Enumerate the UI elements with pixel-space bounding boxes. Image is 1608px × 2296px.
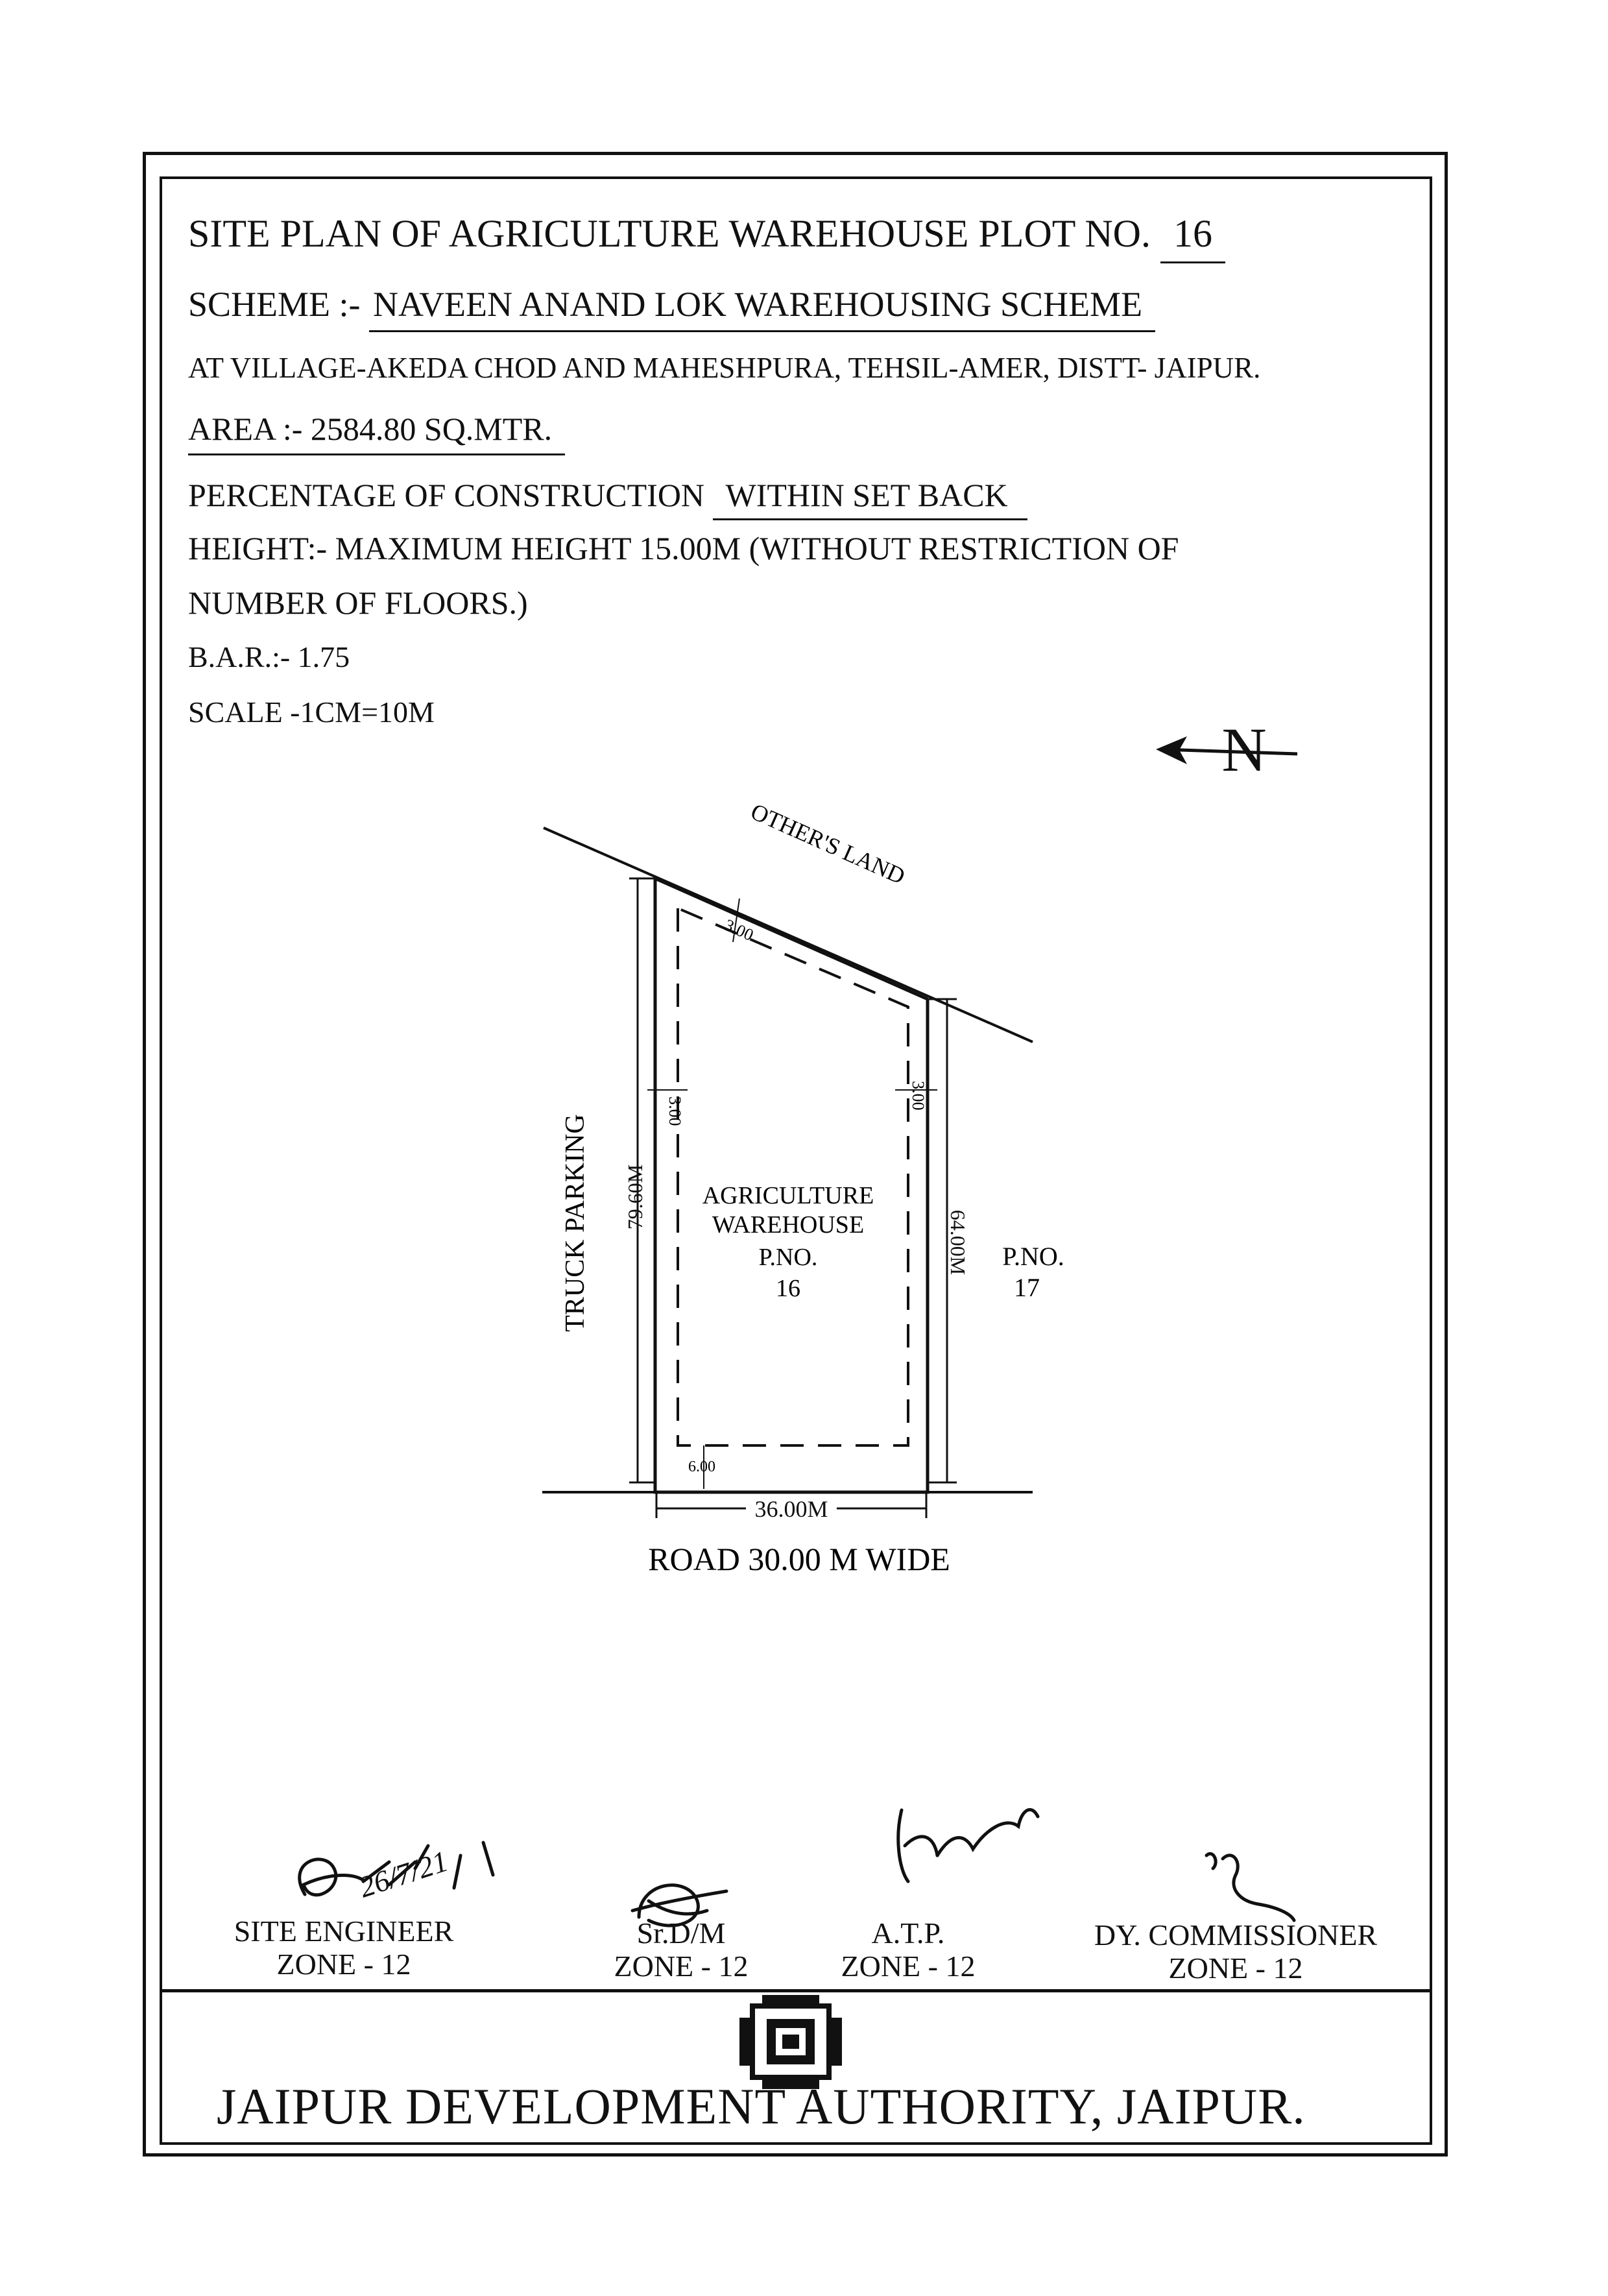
left-dimension-label: 79.60M xyxy=(623,1164,647,1230)
road-label: ROAD 30.00 M WIDE xyxy=(648,1541,950,1577)
signature-site-engineer xyxy=(300,1843,493,1904)
bar-line: B.A.R.:- 1.75 xyxy=(188,640,350,673)
others-land-label: OTHER'S LAND xyxy=(747,798,909,889)
plot-number: 16 xyxy=(1160,212,1225,263)
scheme-name: NAVEEN ANAND LOK WAREHOUSING SCHEME xyxy=(369,285,1155,332)
neighbor-plot-label-2: 17 xyxy=(1014,1273,1040,1302)
scheme-label: SCHEME :- xyxy=(188,285,361,324)
north-label: N xyxy=(1221,715,1267,784)
signature-dy-commissioner xyxy=(1206,1854,1294,1920)
plot-label-line-2: WAREHOUSE xyxy=(712,1211,865,1239)
plot-label-line-4: 16 xyxy=(776,1275,800,1302)
srdm-block xyxy=(597,1917,765,1983)
height-line-1: HEIGHT:- MAXIMUM HEIGHT 15.00M (WITHOUT RESTRICTION OF xyxy=(188,530,1179,566)
area-value: AREA :- 2584.80 SQ.MTR. xyxy=(188,411,565,455)
plot-label-line-1: AGRICULTURE xyxy=(702,1182,874,1209)
height-line-2: NUMBER OF FLOORS.) xyxy=(188,585,528,621)
plot-label-line-3: P.NO. xyxy=(758,1244,818,1271)
dy-commissioner-zone: ZONE - 12 xyxy=(1168,1951,1303,1985)
setback-left-label: 3.00 xyxy=(666,1096,684,1126)
srdm-zone: ZONE - 12 xyxy=(614,1949,749,1983)
handwritten-date: 26/7/21 xyxy=(355,1844,452,1904)
site-engineer-zone: ZONE - 12 xyxy=(276,1947,411,1981)
title-prefix: SITE PLAN OF AGRICULTURE WAREHOUSE PLOT NO. xyxy=(188,212,1151,255)
site-engineer-title: SITE ENGINEER xyxy=(234,1915,454,1948)
setback-top-label: 3.00 xyxy=(721,915,756,945)
percentage-label: PERCENTAGE OF CONSTRUCTION xyxy=(188,477,705,513)
dy-commissioner-block xyxy=(1070,1919,1401,1985)
atp-zone: ZONE - 12 xyxy=(841,1949,976,1983)
neighbor-plot-label-1: P.NO. xyxy=(1002,1242,1064,1271)
setback-right-label: 3.00 xyxy=(909,1081,928,1111)
bottom-dimension-label: 36.00M xyxy=(754,1496,828,1522)
setback-line xyxy=(678,908,908,1445)
dy-commissioner-title: DY. COMMISSIONER xyxy=(1094,1918,1378,1952)
truck-parking-label: TRUCK PARKING xyxy=(560,1114,590,1332)
setback-front-label: 6.00 xyxy=(688,1458,715,1475)
plot-rear-boundary xyxy=(655,878,928,999)
others-land-boundary xyxy=(544,828,1033,1042)
atp-title: A.T.P. xyxy=(871,1916,945,1950)
atp-block xyxy=(824,1917,992,1983)
percentage-value: WITHIN SET BACK xyxy=(713,477,1027,520)
right-dimension-label: 64.00M xyxy=(946,1209,970,1275)
north-arrow-icon xyxy=(1156,715,1297,784)
scale-line: SCALE -1CM=10M xyxy=(188,695,435,729)
signature-atp xyxy=(898,1809,1038,1881)
jda-emblem-icon xyxy=(739,1995,842,2089)
srdm-title: Sr.D/M xyxy=(636,1916,726,1950)
authority-name: JAIPUR DEVELOPMENT AUTHORITY, JAIPUR. xyxy=(217,2078,1306,2134)
village-line: AT VILLAGE-AKEDA CHOD AND MAHESHPURA, TEHSIL-AMER, DISTT- JAIPUR. xyxy=(188,352,1261,384)
site-engineer-block xyxy=(214,1915,474,1981)
